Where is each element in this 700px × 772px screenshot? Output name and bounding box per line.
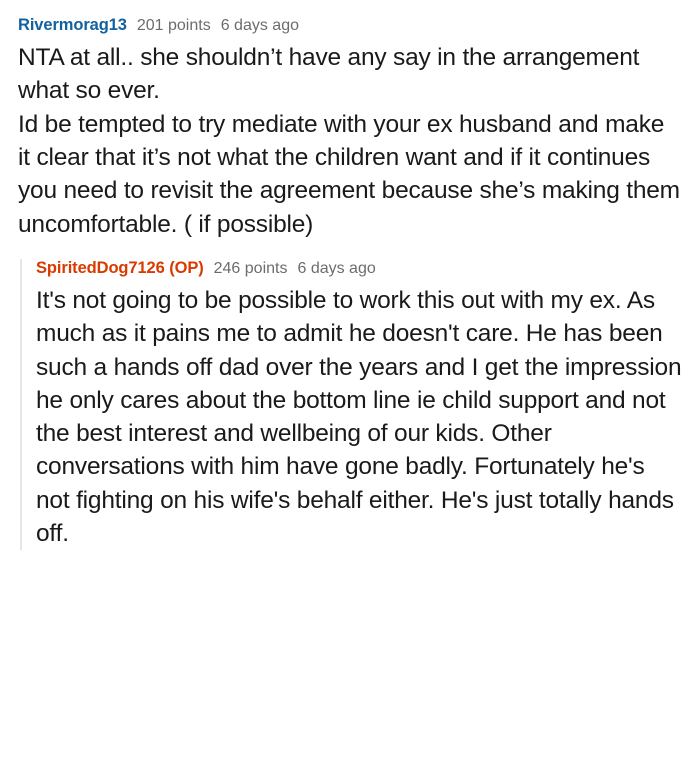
comment-paragraph: NTA at all.. she shouldn’t have any say in the arrangement what so ever. xyxy=(18,44,640,105)
comment-age: 6 days ago xyxy=(297,259,376,277)
comment-spiriteddog7126 xyxy=(20,259,682,551)
comment-author-op[interactable]: SpiritedDog7126 (OP) xyxy=(36,258,204,277)
comment-points: 246 points xyxy=(213,259,288,277)
comment-rivermorag13 xyxy=(18,16,682,241)
comment-points: 201 points xyxy=(136,17,211,34)
comment-age: 6 days ago xyxy=(220,17,299,34)
comment-meta xyxy=(36,259,682,278)
comment-body xyxy=(36,284,682,551)
comment-meta xyxy=(18,16,682,35)
comment-paragraph: Id be tempted to try mediate with your ex husband and make it clear that it’s not what the children want and if it continues you need to revisit the agreement because she’s making them uncomfortable. ( if possible) xyxy=(18,110,680,238)
comment-author[interactable]: Rivermorag13 xyxy=(18,16,127,34)
comment-paragraph: It's not going to be possible to work this out with my ex. As much as it pains me to admit he doesn't care. He has been such a hands off dad over the years and I get the impression he only cares about the bottom line ie child support and not the best interest and wellbeing of our kids. Other conversations with him have gone badly. Fortunately he's not fighting on his wife's behalf either. He's just totally hands off. xyxy=(36,286,682,548)
comment-body xyxy=(18,41,682,241)
